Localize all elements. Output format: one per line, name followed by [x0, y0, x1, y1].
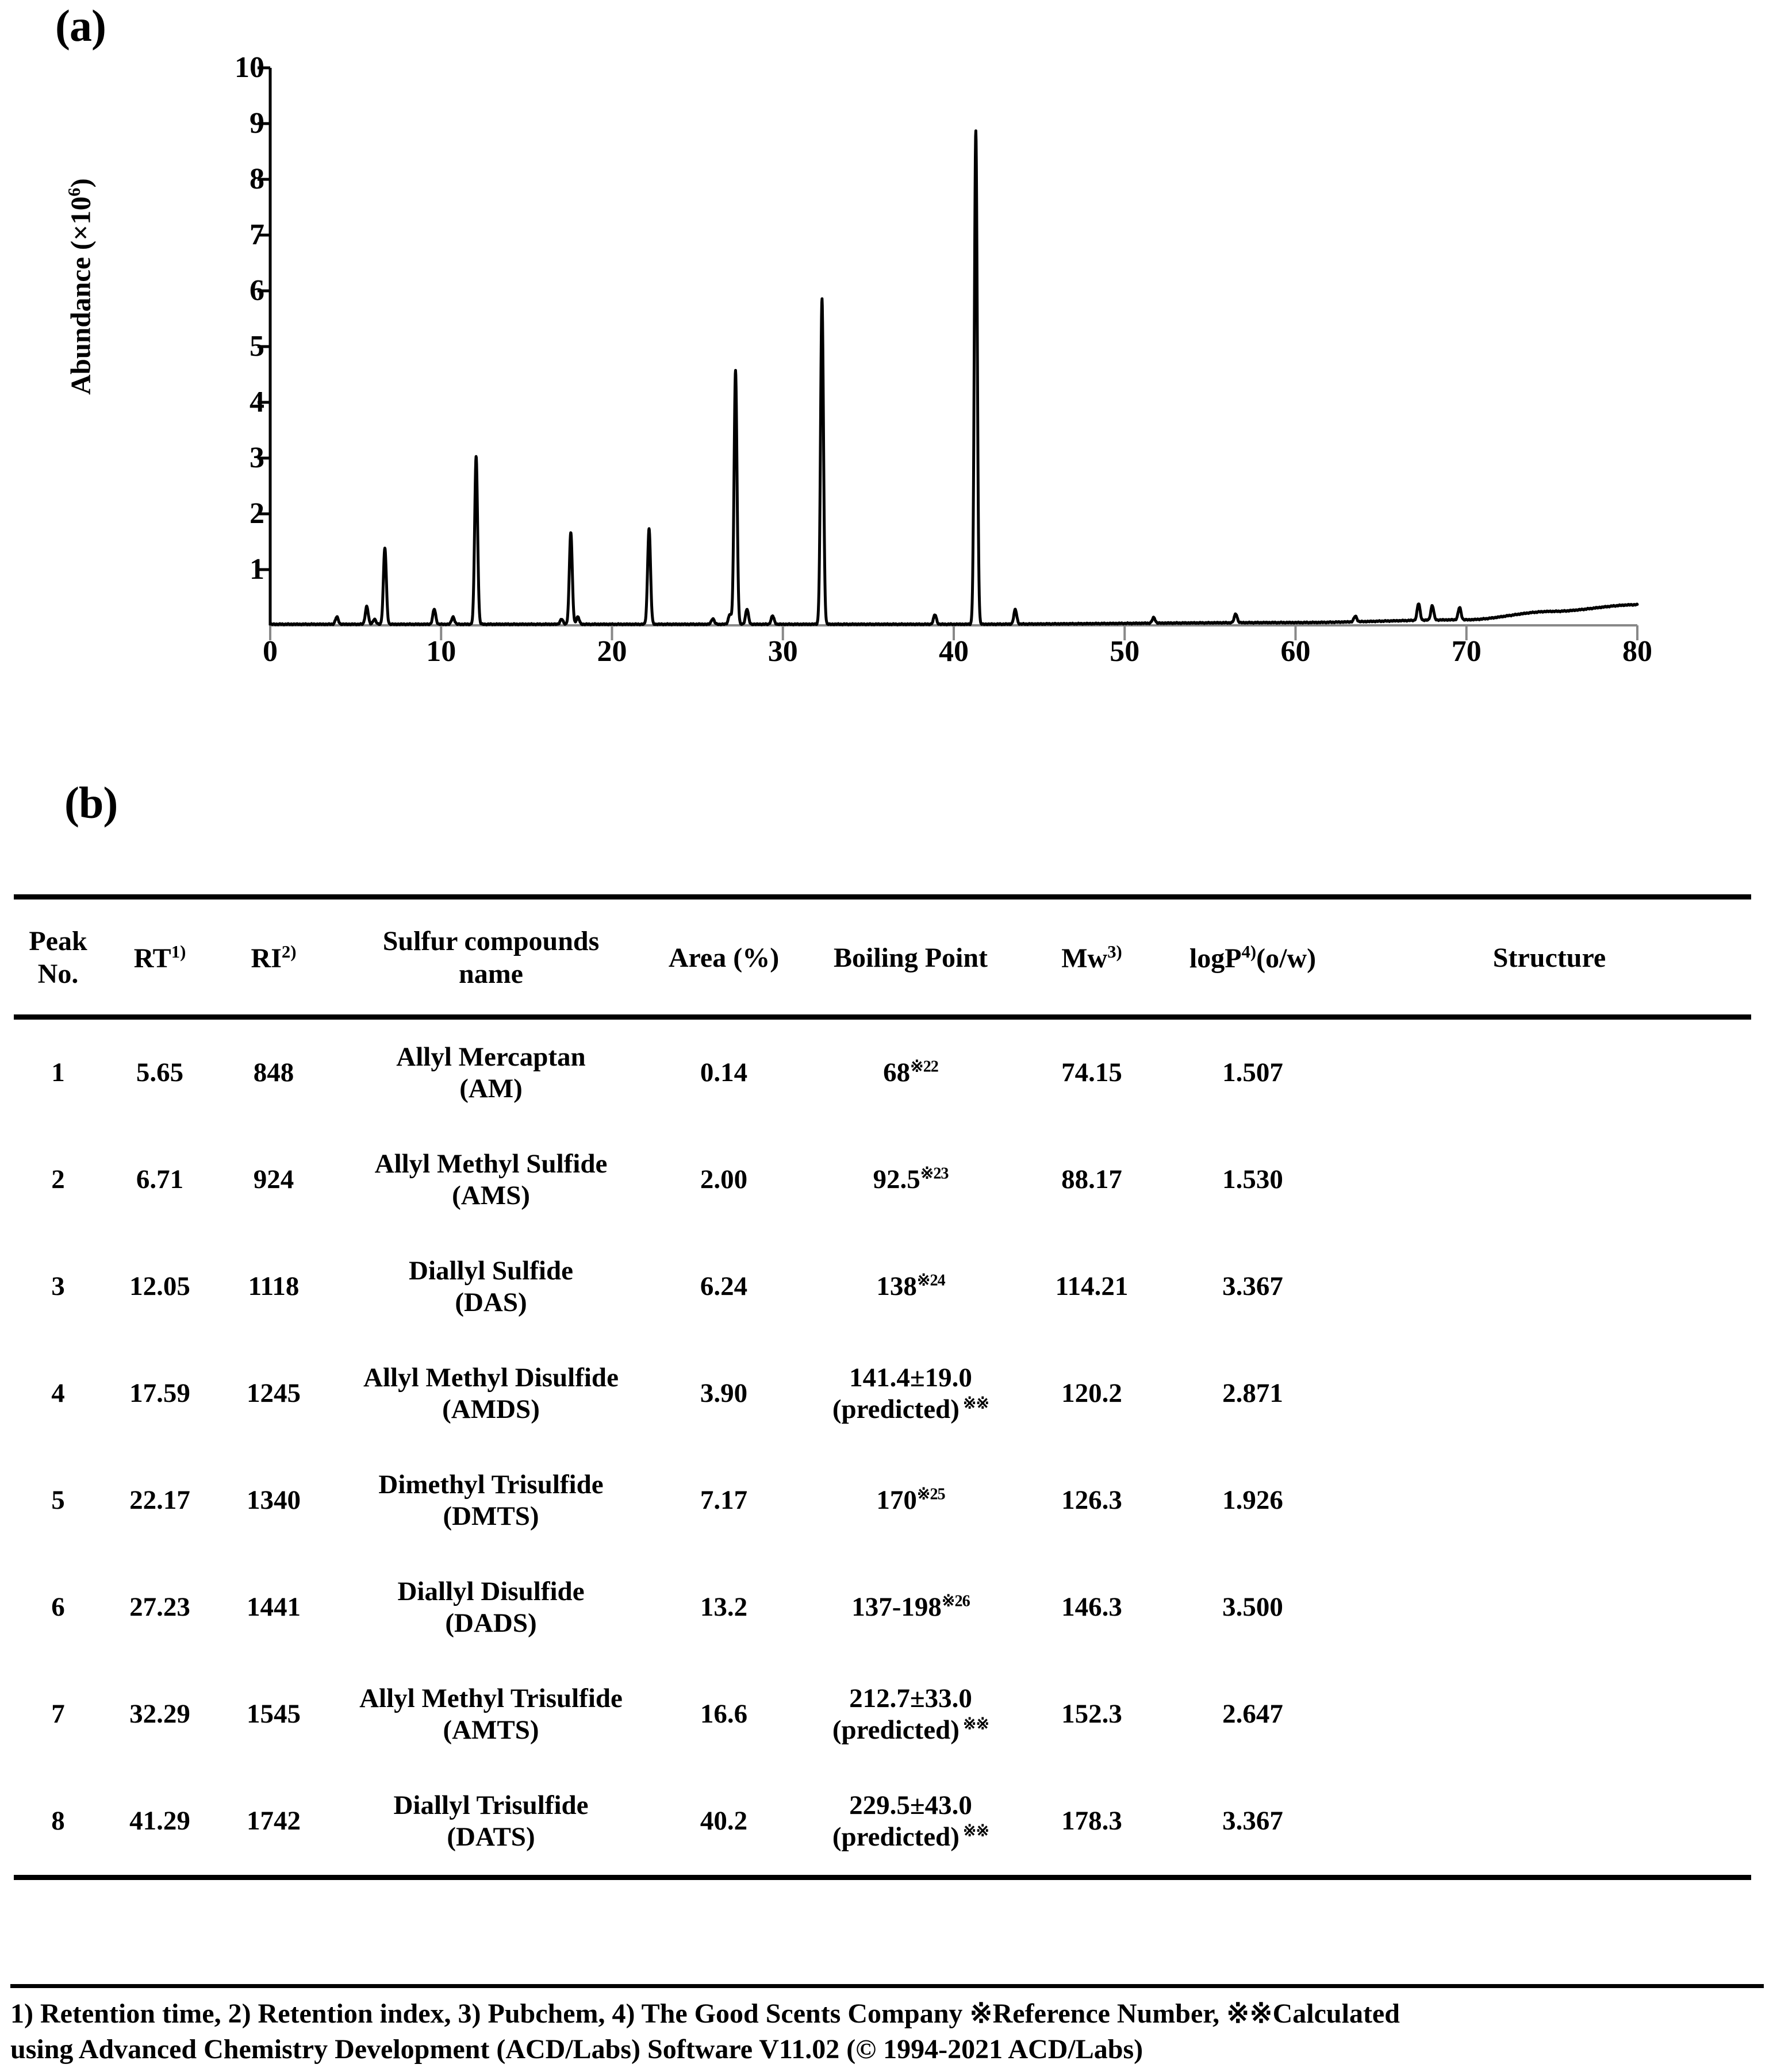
cell-molecular-weight: 126.3 — [1061, 1485, 1122, 1516]
cell-retention-index: 1742 — [217, 1768, 330, 1878]
cell-molecular-weight: 152.3 — [1061, 1699, 1122, 1729]
cell-area-percent: 0.14 — [700, 1058, 748, 1088]
boiling-point-reference-marker: ※※ — [959, 1394, 989, 1413]
compound-full-name: Diallyl Trisulfide — [393, 1790, 589, 1820]
boiling-point-value: 92.5 — [873, 1164, 920, 1195]
compound-full-name: Allyl Methyl Trisulfide — [359, 1683, 623, 1713]
cell-compound-name — [330, 1340, 652, 1447]
table-header-row — [14, 897, 1751, 1017]
cell-boiling-point — [796, 1340, 1026, 1447]
cell-retention-time: 6.71 — [136, 1164, 184, 1195]
cell-logp: 2.647 — [1222, 1699, 1283, 1729]
cell-retention-time: 41.29 — [102, 1768, 217, 1878]
boiling-point-reference-marker: ※※ — [959, 1822, 989, 1840]
cell-retention-index: 924 — [253, 1164, 294, 1195]
table-row — [14, 1554, 1751, 1661]
compound-abbreviation: (DATS) — [447, 1822, 535, 1852]
cell-retention-time: 32.29 — [129, 1699, 190, 1729]
cell-retention-index: 848 — [253, 1058, 294, 1088]
boiling-point-predicted-note-wrap — [796, 1821, 1026, 1853]
y-axis-label-text: Abundance (×10 — [64, 196, 97, 395]
compound-full-name: Allyl Methyl Sulfide — [374, 1148, 608, 1179]
table-row — [14, 1340, 1751, 1447]
compound-abbreviation: (AMTS) — [443, 1715, 539, 1745]
column-header-label: Peak — [29, 926, 87, 957]
y-tick-label: 1 — [250, 553, 264, 586]
cell-boiling-point — [796, 1233, 1026, 1340]
cell-structure — [1348, 1661, 1751, 1768]
cell-area-percent: 3.90 — [700, 1378, 748, 1409]
cell-retention-time: 22.17 — [129, 1485, 190, 1516]
y-axis-label-exponent: 6 — [64, 187, 85, 197]
cell-logp: 3.367 — [1222, 1271, 1283, 1302]
cell-retention-time: 17.59 — [129, 1378, 190, 1409]
table-column-header — [796, 897, 1026, 1017]
table-row — [14, 1661, 1751, 1768]
column-header-footnote-marker: 2) — [281, 941, 297, 962]
footnote-line-1: 1) Retention time, 2) Retention index, 3) Pubchem, 4) The Good Scents Company ※Reference Number, ※※Calculated — [10, 1998, 1400, 2029]
cell-molecular-weight: 178.3 — [1026, 1768, 1158, 1878]
cell-retention-time: 5.65 — [136, 1058, 184, 1088]
boiling-point-reference-marker: ※26 — [941, 1592, 970, 1610]
column-header-label: Sulfur compounds — [382, 926, 600, 957]
cell-boiling-point — [796, 1661, 1026, 1768]
column-header-label: Area (%) — [668, 942, 780, 973]
column-header-footnote-marker: 4) — [1241, 941, 1257, 962]
compound-full-name: Diallyl Disulfide — [397, 1576, 585, 1606]
table-column-header — [1158, 897, 1348, 1017]
cell-molecular-weight: 74.15 — [1061, 1058, 1122, 1088]
boiling-point-reference-marker: ※24 — [916, 1271, 945, 1290]
compound-abbreviation: (AMDS) — [442, 1394, 540, 1424]
boiling-point-reference-marker: ※23 — [920, 1164, 949, 1183]
cell-compound-name — [330, 1661, 652, 1768]
table-column-header — [330, 897, 652, 1017]
cell-compound-name — [330, 1017, 652, 1127]
column-header-label: RI — [251, 943, 282, 974]
y-tick-label: 9 — [250, 107, 264, 140]
table-column-header — [14, 897, 102, 1017]
compound-full-name: Diallyl Sulfide — [409, 1255, 573, 1286]
column-header-label: Boiling Point — [833, 942, 988, 973]
chromatogram-chart — [0, 0, 1773, 730]
table-body — [14, 1017, 1751, 1878]
y-axis-label-suffix: ) — [64, 178, 97, 188]
cell-retention-time: 12.05 — [129, 1271, 190, 1302]
cell-peak-no: 3 — [51, 1271, 65, 1302]
x-tick-label: 30 — [767, 635, 798, 668]
cell-boiling-point — [796, 1127, 1026, 1233]
x-tick-label: 60 — [1280, 635, 1311, 668]
cell-logp: 1.507 — [1222, 1058, 1283, 1088]
boiling-point-reference-marker: ※※ — [959, 1715, 989, 1733]
column-header-label-line2: name — [459, 959, 523, 989]
table-column-header — [1348, 897, 1751, 1017]
compound-abbreviation: (AM) — [459, 1074, 523, 1104]
panel-b-label: (b) — [64, 778, 118, 828]
boiling-point-predicted-note-wrap — [796, 1394, 1026, 1425]
column-header-footnote-marker: 3) — [1107, 941, 1122, 962]
cell-peak-no: 1 — [51, 1058, 65, 1088]
cell-boiling-point — [796, 1768, 1026, 1878]
cell-compound-name — [330, 1554, 652, 1661]
cell-structure — [1348, 1554, 1751, 1661]
y-tick-label: 6 — [250, 274, 264, 307]
cell-boiling-point — [796, 1447, 1026, 1554]
boiling-point-reference-marker: ※22 — [910, 1058, 938, 1076]
cell-peak-no: 5 — [51, 1485, 65, 1516]
panel-a-label: (a) — [55, 1, 106, 51]
cell-peak-no: 6 — [51, 1592, 65, 1623]
column-header-label: RT — [133, 943, 171, 974]
table-row — [14, 1233, 1751, 1340]
table-head — [14, 897, 1751, 1017]
boiling-point-predicted-note: (predicted) — [832, 1394, 960, 1424]
sulfur-compounds-table — [14, 894, 1751, 1880]
cell-structure — [1348, 1447, 1751, 1554]
cell-logp: 3.367 — [1158, 1768, 1348, 1878]
y-tick-label: 8 — [250, 163, 264, 195]
cell-compound-name — [330, 1233, 652, 1340]
cell-boiling-point — [796, 1554, 1026, 1661]
chart-axes — [258, 68, 1637, 640]
compound-full-name: Dimethyl Trisulfide — [378, 1469, 604, 1500]
cell-molecular-weight: 88.17 — [1061, 1164, 1122, 1195]
boiling-point-value: 68 — [883, 1058, 911, 1088]
table-column-header — [652, 897, 796, 1017]
y-tick-label: 7 — [250, 218, 264, 251]
y-tick-label: 3 — [250, 441, 264, 474]
table-row — [14, 1127, 1751, 1233]
sulfur-compounds-table-zone — [0, 894, 1773, 1880]
cell-area-percent: 2.00 — [700, 1164, 748, 1195]
boiling-point-value: 170 — [876, 1485, 917, 1516]
cell-retention-index: 1118 — [248, 1271, 300, 1302]
x-tick-label: 70 — [1451, 635, 1482, 668]
cell-molecular-weight: 120.2 — [1061, 1378, 1122, 1409]
y-tick-label: 4 — [250, 386, 264, 418]
x-tick-label: 20 — [597, 635, 627, 668]
x-tick-label: 80 — [1622, 635, 1652, 668]
cell-boiling-point — [796, 1017, 1026, 1127]
table-row — [14, 1447, 1751, 1554]
table-column-header — [102, 897, 217, 1017]
table-footnote — [10, 1984, 1764, 2068]
cell-logp: 1.530 — [1222, 1164, 1283, 1195]
boiling-point-predicted-note-wrap — [796, 1715, 1026, 1746]
cell-retention-index: 1245 — [247, 1378, 301, 1409]
column-header-label: Mw — [1061, 943, 1108, 974]
table-column-header — [1026, 897, 1158, 1017]
cell-peak-no: 7 — [51, 1699, 65, 1729]
cell-retention-index: 1340 — [247, 1485, 301, 1516]
column-header-footnote-marker: 1) — [171, 941, 186, 962]
cell-structure — [1348, 1340, 1751, 1447]
boiling-point-reference-marker: ※25 — [916, 1485, 945, 1504]
compound-full-name: Allyl Mercaptan — [396, 1041, 586, 1072]
compound-abbreviation: (DMTS) — [443, 1501, 539, 1531]
cell-peak-no: 4 — [51, 1378, 65, 1409]
boiling-point-value: 138 — [876, 1271, 917, 1302]
cell-area-percent: 16.6 — [700, 1699, 748, 1729]
boiling-point-value: 141.4±19.0 — [849, 1362, 972, 1393]
column-header-label: logP — [1189, 943, 1242, 974]
cell-structure — [1348, 1233, 1751, 1340]
cell-compound-name — [330, 1447, 652, 1554]
cell-retention-index: 1545 — [247, 1699, 301, 1729]
table-row — [14, 1768, 1751, 1878]
boiling-point-value: 137-198 — [851, 1592, 942, 1623]
footnote-line-2: using Advanced Chemistry Development (ACD/Labs) Software V11.02 (© 1994-2021 ACD/Labs) — [10, 2034, 1143, 2065]
x-tick-label: 10 — [426, 635, 456, 668]
cell-logp: 1.926 — [1222, 1485, 1283, 1516]
table-column-header — [217, 897, 330, 1017]
cell-structure — [1348, 1127, 1751, 1233]
boiling-point-predicted-note: (predicted) — [832, 1822, 960, 1852]
cell-area-percent: 6.24 — [700, 1271, 748, 1302]
compound-abbreviation: (AMS) — [452, 1181, 530, 1210]
compound-abbreviation: (DAS) — [455, 1287, 527, 1317]
compound-full-name: Allyl Methyl Disulfide — [363, 1362, 619, 1393]
cell-logp: 3.500 — [1222, 1592, 1283, 1623]
boiling-point-predicted-note: (predicted) — [832, 1715, 960, 1745]
column-header-suffix: (o/w) — [1256, 943, 1317, 974]
cell-peak-no: 8 — [14, 1768, 102, 1878]
cell-compound-name — [330, 1768, 652, 1878]
boiling-point-value: 212.7±33.0 — [849, 1683, 972, 1713]
x-tick-label: 50 — [1110, 635, 1140, 668]
cell-area-percent: 7.17 — [700, 1485, 748, 1516]
y-tick-label: 2 — [250, 497, 264, 530]
cell-retention-time: 27.23 — [129, 1592, 190, 1623]
cell-structure — [1348, 1017, 1751, 1127]
y-tick-label: 10 — [235, 51, 264, 84]
compound-abbreviation: (DADS) — [445, 1608, 537, 1638]
cell-structure — [1348, 1768, 1751, 1878]
cell-molecular-weight: 146.3 — [1061, 1592, 1122, 1623]
cell-compound-name — [330, 1127, 652, 1233]
boiling-point-value: 229.5±43.0 — [849, 1790, 972, 1820]
cell-retention-index: 1441 — [247, 1592, 301, 1623]
chromatogram-trace — [270, 131, 1637, 625]
table-row — [14, 1017, 1751, 1127]
column-header-label-line2: No. — [37, 959, 79, 989]
cell-area-percent: 40.2 — [652, 1768, 796, 1878]
x-tick-label: 0 — [263, 635, 278, 668]
cell-area-percent: 13.2 — [700, 1592, 748, 1623]
cell-molecular-weight: 114.21 — [1055, 1271, 1129, 1302]
cell-logp: 2.871 — [1222, 1378, 1283, 1409]
cell-peak-no: 2 — [51, 1164, 65, 1195]
chromatogram-plot-area — [0, 0, 1773, 730]
x-tick-label: 40 — [939, 635, 969, 668]
y-tick-label: 5 — [250, 330, 264, 363]
column-header-label: Structure — [1492, 942, 1606, 973]
